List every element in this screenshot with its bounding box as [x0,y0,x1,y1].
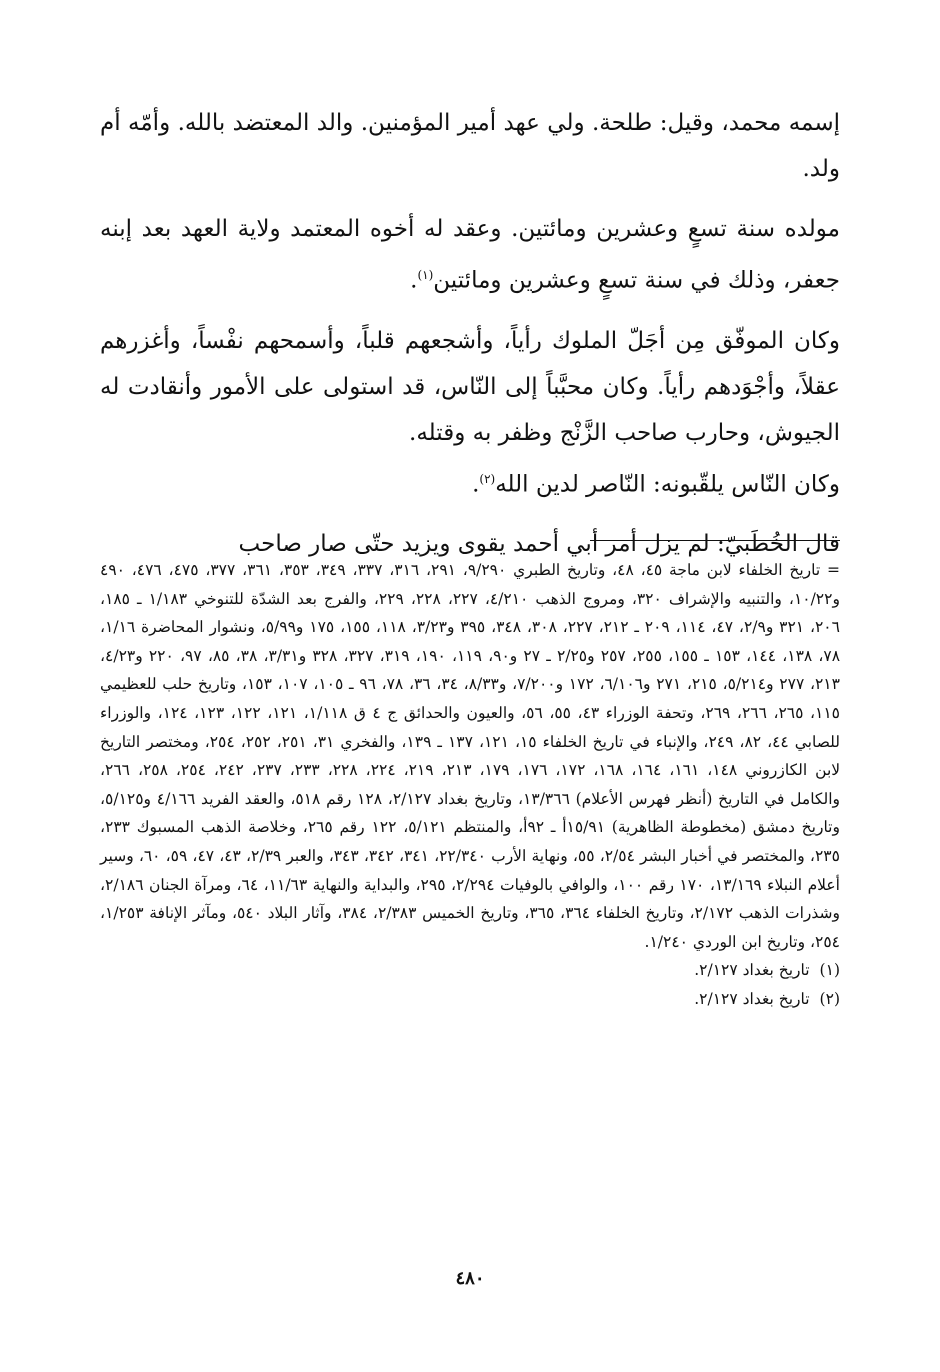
name-paragraph: إسمه محمد، وقيل: طلحة. ولي عهد أمير المؤمنين. والد المعتضد بالله. وأمّه أم ولد. [100,110,840,182]
khatib-paragraph: قال الخُطَبيّ: لم يزل أمر أبي أحمد يقوى ويزيد حتّى صار صاحب [238,531,840,558]
epithet-end: . [472,471,480,498]
birth-paragraph [100,206,840,304]
footnotes-section [100,556,840,1014]
footnote-marker-2: (٢) [479,471,496,486]
footnote-marker-1: (١) [417,268,434,282]
footnote-2 [100,985,840,1014]
birth-end: . [410,267,418,294]
footnote-continuation: = تاريخ الخلفاء لابن ماجة ٤٥، ٤٨، وتاريخ الطبري ٩/٢٩٠، ٢٩١، ٣١٦، ٣٣٧، ٣٤٩، ٣٥٣، ٣٦١، ٣٧٧، ٤٧٥، ٤٧٦، ٤٩٠ و١٠/٢٢، والتنبيه والإشراف ٣٢٠، ومروج الذهب ٤/٢١٠، ٢٢٧، ٢٢٨، ٢٢٩، والفرج بعد الشدّة للتنوخي ١/١٨٣ ـ ١٨٥، ٢٠٦، ٣٢١ و٢/٩، ٤٧، ١١٤، ٢٠٩ ـ ٢١٢، ٢٢٧، ٣٠٨، ٣٤٨، ٣٩٥ و٣/٢٣، ١١٨، ١٥٥، ١٧٥ و٥/٩٩، ونشوار المحاضرة ١/١٦، ٧٨، ١٣٨، ١٤٤، ١٥٣ ـ ١٥٥، ٢٥٥، ٢٥٧ و٢/٢٥ ـ ٢٧ و٩٠، ١١٩، ١٩٠، ٣١٩، ٣٢٧، ٣٢٨ و٣/٣١، ٣٨، ٨٥، ٩٧، ٢٢٠ و٤/٢٣، ٢١٣، ٢٧٧ و٥/٢١٤، ٢١٥، ٢٧١ و٦/١٠٦، ١٧٢ و٧/٢٠٠، و٨/٣٣، ٣٤، ٣٦، ٧٨، ٩٦ ـ ١٠٥، ١٠٧، ١٥٣، وتاريخ حلب للعظيمي ١١٥، ٢٦٥، ٢٦٦، ٢٦٩، وتحفة الوزراء ٤٣، ٥٥، ٥٦، والعيون والحدائق ج ٤ ق ١/١١٨، ١٢١، ١٢٢، ١٢٣، ١٢٤، والوزراء للصابي ٤٤، ٨٢، ٢٤٩، والإنباء في تاريخ الخلفاء ١٥، ١٢١، ١٣٧ ـ ١٣٩، والفخري ٣١، ٢٥١، ٢٥٢، ٢٥٤، ومختصر التاريخ لابن الكازروني ١٤٨، ١٦١، ١٦٤، ١٦٨، ١٧٢، ١٧٦، ١٧٩، ٢١٣، ٢١٩، ٢٢٤، ٢٢٨، ٢٣٣، ٢٣٧، ٢٤٢، ٢٥٤، ٢٥٨، ٢٦٦، والكامل في التاريخ (أنظر فهرس الأعلام) ١٣/٣٦٦، وتاريخ بغداد ٢/١٢٧، ١٢٨ رقم ٥١٨، والعقد الفريد ٤/١٦٦ و٥/١٢٥، وتاريخ دمشق (مخطوطة الظاهرية) ١٥/٩١أ ـ ٩٢أ، والمنتظم ٥/١٢١، ١٢٢ رقم ٢٦٥، وخلاصة الذهب المسبوك ٢٣٣، ٢٣٥، والمختصر في أخبار البشر ٢/٥٤، ٥٥، ونهاية الأرب ٢٢/٣٤٠، ٣٤١، ٣٤٢، ٣٤٣، والعبر ٢/٣٩، ٤٣، ٤٧، ٥٩، ٦٠، وسير أعلام النبلاء ١٣/١٦٩، ١٧٠ رقم ١٠٠، والوافي بالوفيات ٢/٢٩٤، ٢٩٥، والبداية والنهاية ١١/٦٣، ٦٤، ومرآة الجنان ٢/١٨٦، وشذرات الذهب ٢/١٧٢، وتاريخ الخلفاء ٣٦٤، ٣٦٥، وتاريخ الخميس ٢/٣٨٣، ٣٨٤، وآثار البلاد ٥٤٠، ومآثر الإنافة ١/٢٥٣، ٢٥٤، وتاريخ ابن الوردي ١/٢٤٠. [100,561,841,951]
footnote-divider [590,540,840,541]
epithet-paragraph [100,456,840,508]
traits-paragraph: وكان الموفّق مِن أجَلّ الملوك رأياً، وأشجعهم قلباً، وأسمحهم نفْساً، وأغزرهم عقلاً، وأجْوَدهم رأياً. وكان محبَّباً إلى النّاس، قد استولى على الأمور وأنقادت له الجيوش، وحارب صاحب الزَّنْج وظفر به وقتله. [100,327,840,446]
main-text [100,100,840,567]
birth-text: مولده سنة تسعٍ وعشرين ومائتين. وعقد له أخوه المعتمد ولاية العهد بعد إبنه جعفر، وذلك في سنة تسعٍ وعشرين ومائتين [100,216,840,294]
footnote-number: (٢) [819,989,840,1008]
page-number: ٤٨٠ [455,1268,485,1289]
epithet-text: وكان النّاس يلقّبونه: النّاصر لدين الله [495,471,840,498]
footnote-text: تاريخ بغداد ٢/١٢٧. [694,989,810,1008]
footnote-number: (١) [819,961,840,980]
footnote-1 [100,956,840,985]
footnote-text: تاريخ بغداد ٢/١٢٧. [694,961,810,980]
